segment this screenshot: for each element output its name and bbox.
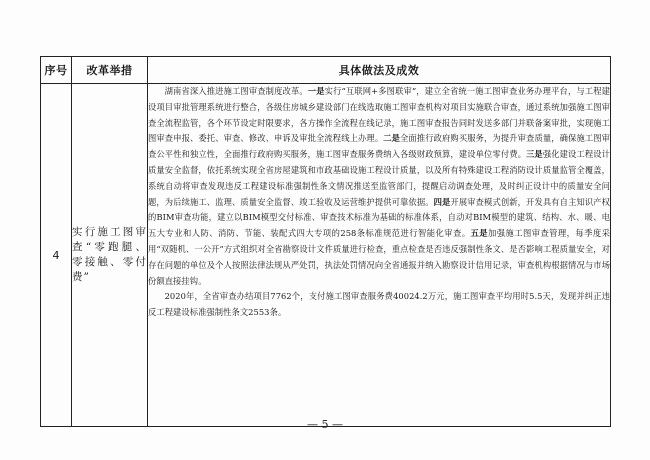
header-details: 具体做法及成效 bbox=[148, 57, 611, 84]
paragraph-segment: 湖南省深入推进施工图审查制度改革。 bbox=[164, 86, 308, 96]
point-marker: 四是 bbox=[433, 196, 451, 207]
paragraph-segment: 全面推行政府购买服务，为提升审查质量，确保施工图审查公平性和独立性，全面推行政府购买服务，施工图审查服务费纳入各级财政预算，建设单位零付费。 bbox=[148, 133, 610, 160]
header-index: 序号 bbox=[41, 57, 72, 84]
point-marker: 三是 bbox=[526, 149, 543, 160]
details-paragraph-2: 2020年，全省审查办结项目7762个，支付施工图审查服务费40024.2万元，施工图审查平均用时5.5天，发现并纠正违反工程建设标准强制性条文2553条。 bbox=[148, 291, 610, 318]
paragraph-segment: 开展审查模式创新，开发具有自主知识产权的BIM审查功能，建立以BIM模型交付标准、审查技术标准为基础的标准体系，自动对BIM模型的建筑、结构、水、暖、电五大专业和人防、消防、节能、装配式四大专项的258条标准规范进行智能化审查。 bbox=[148, 196, 611, 239]
paragraph-segment: 强化建设工程设计质量安全监督，依托系统实现全省房屋建筑和市政基础设施工程设计质量，以及所有特殊建设工程消防设计质量监管全覆盖，系统自动将审查发现违反工程建设标准强制性条文情况推送至监管部门，提醒启动调查处理，及时纠正设计中的质量安全问题，为后续施工、监理、质量安全监督、竣工验收及运营维护提供可靠依据。 bbox=[148, 149, 610, 207]
table-row bbox=[41, 84, 611, 427]
table-header-row bbox=[41, 57, 611, 84]
point-marker: 一是 bbox=[307, 86, 325, 96]
details-paragraph-1 bbox=[148, 84, 610, 289]
paragraph-segment: 加强施工图审查管理，每季度采用“双随机、一公开”方式组织对全省勘察设计文件质量进行检查，重点检查是否违反强制性条文、是否影响工程质量安全，对存在问题的单位及个人按照法律法规从严处罚，执法处罚情况向全省通报并纳入勘察设计信用记录，审查机构根据情况与市场份额直接挂钩。 bbox=[148, 228, 611, 286]
paragraph-segment: 实行“互联网+多图联审”，建立全省统一施工图审查业务办理平台，与工程建设项目审批管理系统进行整合，各级住房城乡建设部门在线选取施工图审查机构对项目实施联合审查，通过系统加强施工图审查全流程监管，各个环节设定时限要求，各方操作全流程在线记录，施工图审查报告同时发送多部门并联备案审批，实现施工图审查申报、委托、审查、修改、申诉及审批全流程线上办理。 bbox=[148, 86, 610, 144]
point-marker: 五是 bbox=[470, 228, 488, 239]
row-details bbox=[148, 84, 611, 427]
page-number: — 5 — bbox=[307, 418, 343, 431]
reform-measures-table bbox=[40, 56, 611, 427]
header-measure: 改革举措 bbox=[72, 57, 148, 84]
row-index: 4 bbox=[41, 84, 72, 427]
point-marker: 二是 bbox=[383, 133, 401, 144]
row-measure: 实行施工图审查“零跑腿、零接触、零付费” bbox=[72, 84, 148, 427]
